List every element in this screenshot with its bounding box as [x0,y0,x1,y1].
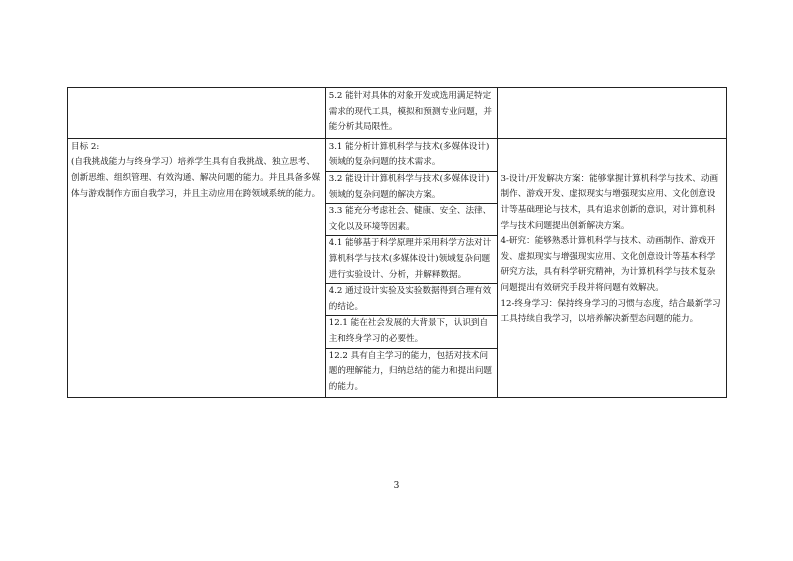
indicator-item: 5.2 能针对具体的对象开发或选用满足特定需求的现代工具，模拟和预测专业问题，并能分析其局限性。 [328,91,493,133]
indicator-cell [325,138,497,398]
requirement-item: 12-终身学习：保持终身学习的习惯与态度，结合最新学习工具持续自我学习，以培养解决新型态问题的能力。 [500,298,721,325]
objective-title: 目标 2: [71,141,100,152]
objective-cell [68,88,326,139]
indicator-item: 12.1 能在社会发展的大背景下，认识到自主和终身学习的必要性。 [326,315,497,347]
table-row [68,138,727,398]
table-row [68,88,727,139]
indicator-item: 3.2 能设计计算机科学与技术(多媒体设计)领域的复杂问题的解决方案。 [326,171,497,203]
indicator-item: 3.1 能分析计算机科学与技术(多媒体设计)领域的复杂问题的技术需求。 [328,141,490,168]
requirement-item: 4-研究：能够熟悉计算机科学与技术、动画制作、游戏开发、虚拟现实与增强现实应用、文化创意设计等基本科学研究方法，具有科学研究精神，为计算机科学与技术复杂问题提出有效研究手段并将问题有效解决。 [500,236,716,293]
indicator-item: 4.2 通过设计实验及实验数据得到合理有效的结论。 [326,283,497,315]
page-number: 3 [393,481,400,491]
indicator-item: 4.1 能够基于科学原理并采用科学方法对计算机科学与技术(多媒体设计)领域复杂问题进行实验设计、分析，并解释数据。 [326,235,497,283]
indicator-cell [325,88,497,139]
requirement-item: 3-设计/开发解决方案：能够掌握计算机科学与技术、动画制作、游戏开发、虚拟现实与增强现实应用、文化创意设计等基础理论与技术，具有追求创新的意识，对计算机科学与技术问题提出创新解决方案。 [500,173,719,231]
objective-cell [68,138,326,398]
indicator-item: 12.2 具有自主学习的能力，包括对技术问题的理解能力，归纳总结的能力和提出问题的能力。 [326,348,497,396]
objective-text: (自我挑战能力与终身学习）培养学生具有自我挑战、独立思考、创新思维、组织管理、有效沟通、解决问题的能力。并且具备多媒体与游戏制作方面自我学习，并且主动应用在跨领域系统的能力。 [71,157,321,199]
objectives-table [67,87,727,398]
requirement-cell [497,138,726,398]
requirement-cell [497,88,726,139]
indicator-item: 3.3 能充分考虑社会、健康、安全、法律、文化以及环境等因素。 [326,203,497,235]
